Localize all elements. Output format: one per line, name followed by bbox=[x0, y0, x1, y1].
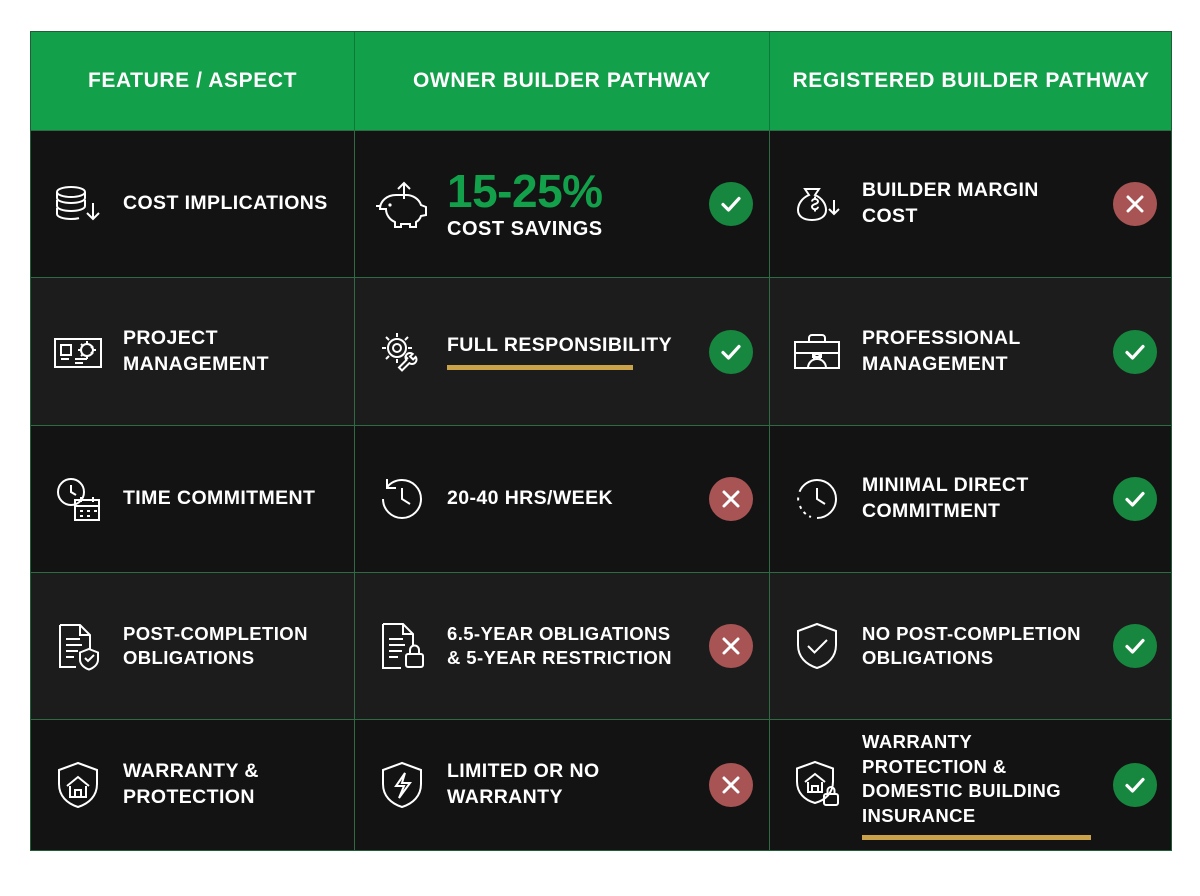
warranty-protection-label: WARRANTY PROTECTION & DOMESTIC BUILDING INSURANCE bbox=[862, 731, 1061, 826]
status-badge-check bbox=[709, 330, 753, 374]
document-shield-icon bbox=[47, 615, 109, 677]
piggy-bank-up-arrow-icon bbox=[371, 173, 433, 235]
table-cell-registered-warranty bbox=[770, 719, 1172, 850]
feature-label: TIME COMMITMENT bbox=[123, 486, 316, 509]
owner-project-management-value bbox=[447, 333, 687, 371]
money-bag-down-arrow-icon bbox=[786, 173, 848, 235]
feature-label: COST IMPLICATIONS bbox=[123, 192, 328, 215]
owner-time-value bbox=[447, 486, 687, 512]
status-badge-check bbox=[1113, 763, 1157, 807]
status-badge-check bbox=[1113, 330, 1157, 374]
column-header-registered-builder: REGISTERED BUILDER PATHWAY bbox=[770, 32, 1172, 130]
shield-house-icon bbox=[47, 754, 109, 816]
registered-time-value bbox=[862, 473, 1091, 524]
clock-calendar-icon bbox=[47, 468, 109, 530]
registered-warranty-value bbox=[862, 730, 1091, 840]
registered-post-completion-value bbox=[862, 622, 1091, 671]
table-row-feature-cost bbox=[31, 130, 355, 277]
coins-down-arrow-icon bbox=[47, 173, 109, 235]
shield-check-icon bbox=[786, 615, 848, 677]
table-cell-registered-time bbox=[770, 425, 1172, 572]
owner-post-completion-value bbox=[447, 622, 687, 671]
column-header-feature: FEATURE / ASPECT bbox=[31, 32, 355, 130]
feature-label: WARRANTY & PROTECTION bbox=[123, 760, 259, 809]
gold-underline bbox=[862, 835, 1091, 840]
no-obligations-label: NO POST-COMPLETION OBLIGATIONS bbox=[862, 622, 1081, 669]
owner-warranty-value bbox=[447, 759, 687, 810]
document-lock-icon bbox=[371, 615, 433, 677]
table-cell-owner-project-management bbox=[355, 277, 770, 424]
gold-underline bbox=[447, 365, 633, 370]
minimal-commitment-label: MINIMAL DIRECT COMMITMENT bbox=[862, 474, 1029, 522]
status-badge-check bbox=[1113, 624, 1157, 668]
hours-per-week-label: 20-40 HRS/WEEK bbox=[447, 486, 613, 509]
cost-savings-percent: 15-25% bbox=[447, 164, 603, 217]
status-badge-check bbox=[1113, 477, 1157, 521]
gear-wrench-icon bbox=[371, 321, 433, 383]
feature-label: PROJECT MANAGEMENT bbox=[123, 326, 269, 375]
professional-management-label: PROFESSIONAL MANAGEMENT bbox=[862, 326, 1021, 375]
full-responsibility-label: FULL RESPONSIBILITY bbox=[447, 333, 673, 356]
obligations-label: 6.5-YEAR OBLIGATIONS & 5-YEAR RESTRICTION bbox=[447, 622, 672, 669]
registered-project-management-value bbox=[862, 326, 1091, 377]
column-header-owner-builder: OWNER BUILDER PATHWAY bbox=[355, 32, 770, 130]
limited-warranty-label: LIMITED OR NO WARRANTY bbox=[447, 760, 600, 809]
blueprint-gear-icon bbox=[47, 321, 109, 383]
table-cell-registered-post-completion bbox=[770, 572, 1172, 719]
table-cell-owner-warranty bbox=[355, 719, 770, 850]
registered-cost-value bbox=[862, 178, 1091, 229]
shield-house-lock-icon bbox=[786, 754, 848, 816]
cost-savings-label: COST SAVINGS bbox=[447, 217, 603, 240]
table-row-feature-warranty bbox=[31, 719, 355, 850]
dashed-clock-icon bbox=[786, 468, 848, 530]
table-row-feature-post-completion bbox=[31, 572, 355, 719]
clock-arrow-icon bbox=[371, 468, 433, 530]
table-cell-owner-post-completion bbox=[355, 572, 770, 719]
table-row-feature-project-management bbox=[31, 277, 355, 424]
builder-margin-label: BUILDER MARGIN COST bbox=[862, 179, 1039, 228]
status-badge-cross bbox=[1113, 182, 1157, 226]
table-cell-registered-project-management bbox=[770, 277, 1172, 424]
status-badge-cross bbox=[709, 477, 753, 521]
feature-label: POST-COMPLETION OBLIGATIONS bbox=[123, 622, 308, 669]
shield-crack-icon bbox=[371, 754, 433, 816]
owner-cost-value bbox=[447, 164, 687, 241]
table-cell-owner-cost bbox=[355, 130, 770, 277]
table-cell-owner-time bbox=[355, 425, 770, 572]
comparison-table bbox=[30, 31, 1172, 851]
briefcase-hardhat-icon bbox=[786, 321, 848, 383]
status-badge-check bbox=[709, 182, 753, 226]
status-badge-cross bbox=[709, 624, 753, 668]
table-cell-registered-cost bbox=[770, 130, 1172, 277]
status-badge-cross bbox=[709, 763, 753, 807]
table-row-feature-time bbox=[31, 425, 355, 572]
